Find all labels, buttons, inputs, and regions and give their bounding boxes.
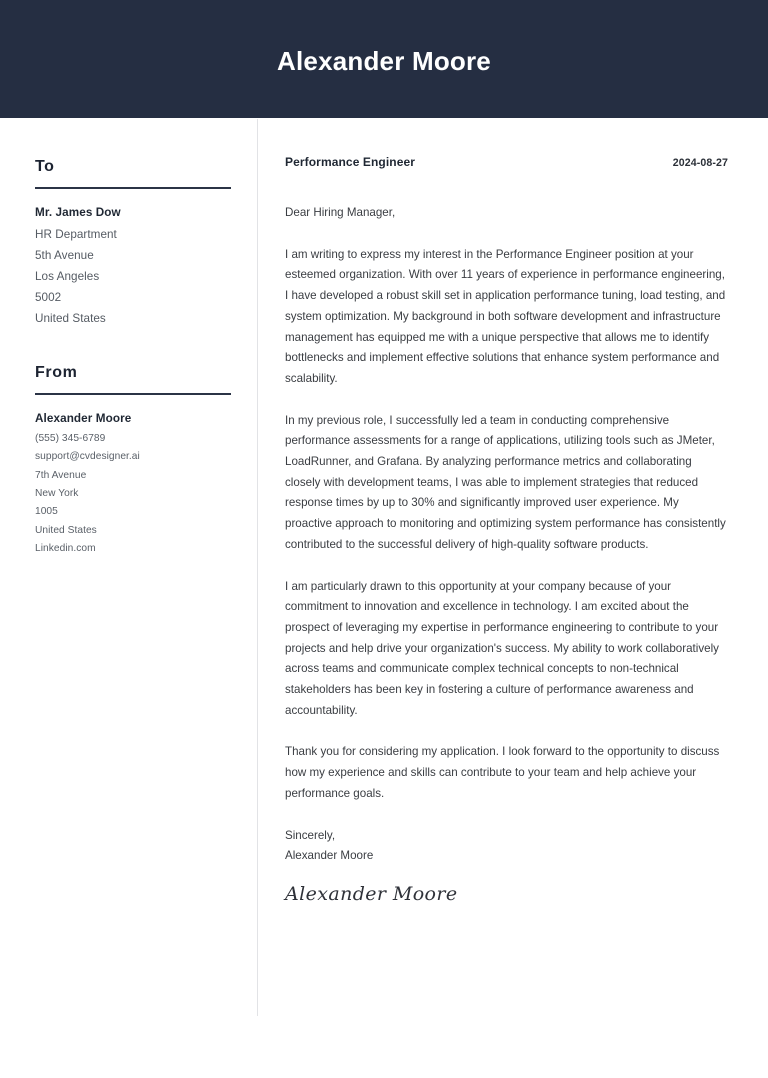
closing-name: Alexander Moore	[285, 849, 374, 863]
signature-script: Alexander Moore	[285, 882, 458, 905]
recipient-line: HR Department	[35, 228, 117, 242]
to-heading: To	[35, 158, 55, 175]
sender-website: Linkedin.com	[35, 542, 96, 554]
sender-email: support@cvdesigner.ai	[35, 451, 140, 463]
sender-postal-code: 1005	[35, 506, 58, 518]
letter-header-row	[285, 155, 728, 169]
sender-section	[35, 364, 230, 558]
salutation: Dear Hiring Manager,	[285, 206, 396, 219]
recipient-line: 5th Avenue	[35, 249, 94, 263]
letter-paragraph: I am writing to express my interest in the Performance Engineer position at your esteemed organization. With over 11 years of experience in performance engineering, I have developed a robust skill set in application performance tuning, load testing, and system optimization. My background in both software development and infrastructure management has equipped me with a unique perspective that allows me to identify bottlenecks and implement effective solutions that enhance system performance and scalability.	[285, 247, 726, 385]
sender-name: Alexander Moore	[35, 411, 132, 425]
sender-phone: (555) 345-6789	[35, 433, 106, 445]
letter-paragraph: I am particularly drawn to this opportunity at your company because of your commitment to innovation and excellence in technology. I am excited about the prospect of leveraging my expertise in performance engineering to contribute to your projects and help drive your organization's success. My ability to work collaboratively across teams and communicate complex technical concepts to non-technical stakeholders has been key in fostering a culture of performance awareness and accountability.	[285, 579, 719, 717]
recipient-address-block	[35, 204, 230, 330]
closing-block	[285, 826, 728, 867]
sender-country: United States	[35, 524, 97, 536]
recipient-line: 5002	[35, 291, 62, 305]
candidate-name-title: Alexander Moore	[277, 46, 491, 76]
sender-street: 7th Avenue	[35, 469, 87, 481]
from-heading-rule	[35, 393, 231, 395]
two-column-layout	[0, 118, 768, 905]
to-heading-rule	[35, 187, 231, 189]
sender-city: New York	[35, 488, 79, 500]
letter-body	[257, 118, 768, 905]
recipient-name: Mr. James Dow	[35, 205, 121, 219]
from-heading: From	[35, 364, 78, 382]
header-banner	[0, 0, 768, 118]
letter-paragraph: In my previous role, I successfully led a team in conducting comprehensive performance assessments for a range of applications, utilizing tools such as JMeter, LoadRunner, and Grafana. By analyzing performance metrics and collaborating closely with development teams, I was able to implement strategies that reduced response times by up to 30% and significantly improved user experience. My proactive approach to monitoring and optimizing system performance has consistently contributed to the successful delivery of high-quality software products.	[285, 413, 726, 551]
sidebar	[0, 118, 257, 558]
recipient-line: Los Angeles	[35, 270, 100, 284]
page-content	[0, 118, 768, 905]
letter-date: 2024-08-27	[672, 157, 728, 169]
recipient-section	[35, 158, 230, 329]
sender-address-block	[35, 410, 230, 559]
job-title: Performance Engineer	[285, 155, 416, 169]
letter-paragraph: Thank you for considering my application. I look forward to the opportunity to discuss how my experience and skills can contribute to your team and help achieve your performance goals.	[285, 745, 720, 800]
recipient-line: United States	[35, 312, 106, 326]
closing-word: Sincerely,	[285, 828, 336, 842]
